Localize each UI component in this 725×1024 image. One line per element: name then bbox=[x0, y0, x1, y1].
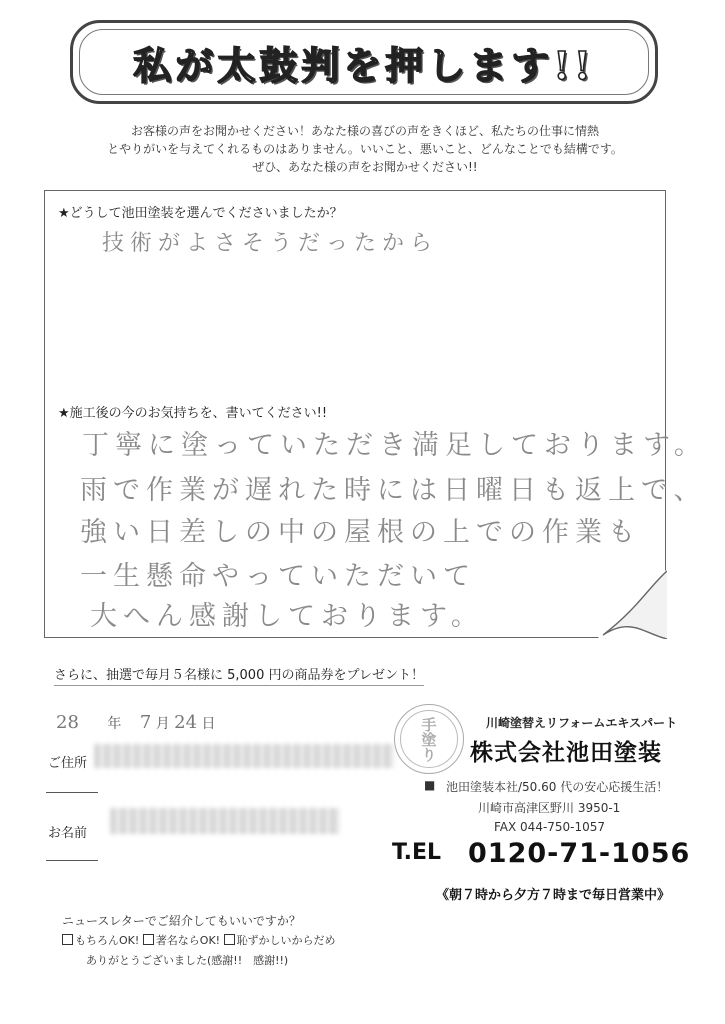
company-name: 株式会社池田塗装 bbox=[470, 740, 662, 766]
hand-painted-stamp bbox=[394, 704, 464, 774]
answer-2-line-2: 雨で作業が遅れた時には日曜日も返上で、 bbox=[80, 475, 707, 506]
address-redacted bbox=[94, 744, 394, 768]
name-label: お名前 bbox=[48, 826, 88, 841]
stamp-text: 手塗り bbox=[400, 710, 458, 768]
intro-line-2: とやりがいを与えてくれるものはありません。いいこと、悪いこと、どんなことでも結構です。 bbox=[107, 142, 623, 156]
answer-2-line-4: 一生懸命やっていただいて bbox=[80, 561, 476, 592]
date-year-unit: 年 bbox=[107, 716, 122, 732]
checkbox-no[interactable] bbox=[224, 934, 235, 945]
intro-line-3: ぜひ、あなた様の声をお聞かせください!! bbox=[252, 160, 478, 174]
answer-2-line-5: 大へん感謝しております。 bbox=[90, 601, 484, 632]
date-month: 7 bbox=[139, 712, 152, 733]
thanks-text: ありがとうございました(感謝!! 感謝!!) bbox=[86, 954, 289, 967]
company-subtitle: 川崎塗替えリフォームエキスパート bbox=[486, 716, 678, 730]
bullet-icon: ■ bbox=[424, 778, 436, 792]
newsletter-question: ニュースレターでご紹介してもいいですか？ bbox=[62, 914, 301, 928]
company-tagline: 池田塗装本社/50.60 代の安心応援生活！ bbox=[446, 780, 669, 794]
intro-text bbox=[80, 122, 650, 176]
date-day-unit: 日 bbox=[201, 716, 216, 732]
name-redacted bbox=[110, 808, 340, 834]
question-2-label: ★施工後の今のお気持ちを、書いてください!! bbox=[58, 406, 328, 421]
option-ok-label: もちろんOK! bbox=[75, 934, 140, 947]
newsletter-options bbox=[62, 932, 336, 948]
tel-number: 0120-71-1056 bbox=[468, 838, 691, 869]
page-title: 私が太鼓判を押します!! bbox=[133, 42, 595, 88]
answer-1-line-1: 技術がよさそうだったから bbox=[102, 231, 439, 256]
title-banner bbox=[70, 20, 658, 104]
name-underline bbox=[46, 860, 98, 861]
business-hours: 《朝７時から夕方７時まで毎日営業中》 bbox=[436, 888, 671, 903]
date-year: 28 bbox=[56, 712, 79, 733]
address-underline bbox=[46, 792, 98, 793]
question-1-label: ★どうして池田塗装を選んでくださいましたか？ bbox=[58, 206, 343, 221]
checkbox-signed-ok[interactable] bbox=[143, 934, 154, 945]
checkbox-ok[interactable] bbox=[62, 934, 73, 945]
option-no-label: 恥ずかしいからだめ bbox=[236, 934, 336, 947]
intro-line-1: お客様の声をお聞かせください！あなた様の喜びの声をきくほど、私たちの仕事に情熱 bbox=[130, 124, 599, 138]
date-field bbox=[56, 712, 216, 733]
page-curl-icon bbox=[597, 569, 667, 639]
company-address: 川崎市高津区野川 3950-1 bbox=[478, 801, 621, 815]
date-month-unit: 月 bbox=[155, 716, 170, 732]
answer-2-line-1: 丁寧に塗っていただき満足しております。 bbox=[82, 430, 707, 461]
date-day: 24 bbox=[174, 712, 198, 733]
tel-label: T.EL bbox=[392, 840, 442, 865]
company-fax: FAX 044-750-1057 bbox=[494, 820, 606, 834]
option-signed-label: 著名ならOK! bbox=[155, 934, 221, 947]
answer-2-line-3: 強い日差しの中の屋根の上での作業も bbox=[80, 517, 641, 548]
address-label: ご住所 bbox=[48, 756, 88, 771]
promo-text: さらに、抽選で毎月５名様に 5,000 円の商品券をプレゼント！ bbox=[54, 664, 424, 686]
